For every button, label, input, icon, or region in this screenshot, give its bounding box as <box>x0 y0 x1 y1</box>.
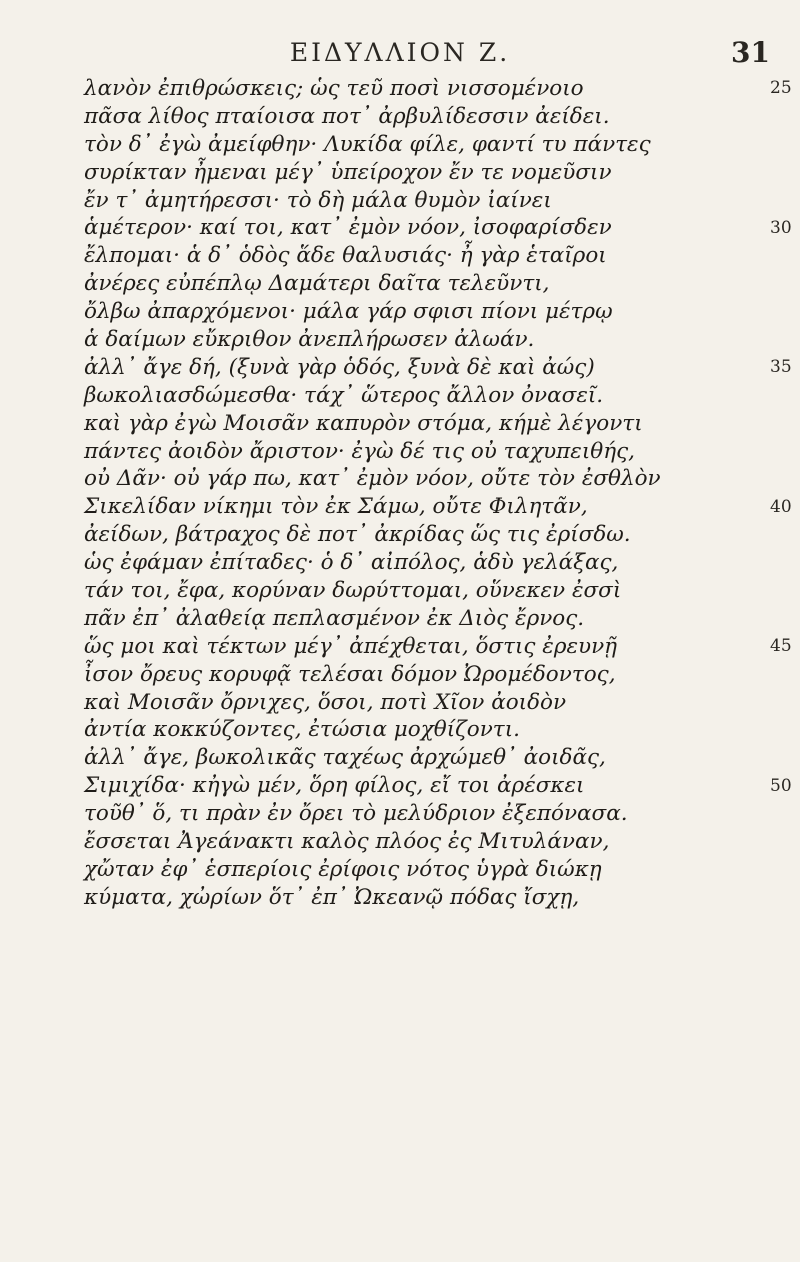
verse-line-18: ὡς ἐφάμαν ἐπίταδες· ὁ δ᾿ αἰπόλος, ἁδὺ γελάξας, <box>84 550 619 576</box>
verse-line-24: ἀντία κοκκύζοντες, ἐτώσια μοχθίζοντι. <box>84 717 520 743</box>
verse-line-9: ὄλβω ἀπαρχόμενοι· μάλα γάρ σφισι πίονι μέτρῳ <box>84 299 613 325</box>
verse-line-8: ἀνέρες εὐπέπλῳ Δαμάτερι δαῖτα τελεῦντι, <box>84 271 550 297</box>
verse-line-20: πᾶν ἐπ᾿ ἀλαθείᾳ πεπλασμένον ἐκ Διὸς ἔρνος. <box>84 605 585 631</box>
verse-line-1: λανὸν ἐπιθρώσκεις; ὡς τεῦ ποσὶ νισσομένοιο <box>84 76 584 101</box>
verse-line-11: ἀλλ᾿ ἄγε δή, (ξυνὰ γὰρ ὁδός, ξυνὰ δὲ καὶ ἀώς) <box>84 354 595 380</box>
verse-line-17: ἀείδων, βάτραχος δὲ ποτ᾿ ἀκρίδας ὥς τις ἐρίσδω. <box>84 522 631 548</box>
line-number-35: 35 <box>770 357 792 377</box>
line-number-50: 50 <box>770 776 792 796</box>
line-number-45: 45 <box>770 636 792 656</box>
verse-line-23: καὶ Μοισᾶν ὄρνιχες, ὅσοι, ποτὶ Χῖον ἀοιδὸν <box>84 689 567 715</box>
running-title: ΕΙΔΥΛΛΙΟΝ Ζ. <box>289 38 511 67</box>
verse-line-7: ἔλπομαι· ἁ δ᾿ ὁδὸς ἅδε θαλυσιάς· ἦ γὰρ ἑταῖροι <box>84 243 607 269</box>
verse-line-4: συρίκταν ἦμεναι μέγ᾿ ὑπείροχον ἔν τε νομεῦσιν <box>84 159 612 185</box>
verse-line-3: τὸν δ᾿ ἐγὼ ἀμείφθην· Λυκίδα φίλε, φαντί τυ πάντες <box>84 131 651 157</box>
verse-line-22: ἶσον ὄρευς κορυφᾷ τελέσαι δόμον Ὠρομέδοντος, <box>84 661 616 687</box>
verse-line-16: Σικελίδαν νίκημι τὸν ἐκ Σάμω, οὔτε Φιλητᾶν, <box>84 494 588 520</box>
verse-line-13: καὶ γὰρ ἐγὼ Μοισᾶν καπυρὸν στόμα, κήμὲ λέγοντι <box>84 410 643 436</box>
page-header <box>0 34 800 70</box>
line-number-30: 30 <box>770 218 792 238</box>
verse-line-15: οὐ Δᾶν· οὐ γάρ πω, κατ᾿ ἐμὸν νόον, οὔτε τὸν ἐσθλὸν <box>84 466 661 492</box>
verse-line-30: κύματα, χὠρίων ὅτ᾿ ἐπ᾿ Ὠκεανῷ πόδας ἴσχῃ, <box>84 884 580 910</box>
line-number-40: 40 <box>770 497 792 517</box>
line-number-25: 25 <box>770 78 792 98</box>
verse-line-21: ὥς μοι καὶ τέκτων μέγ᾿ ἀπέχθεται, ὅστις ἐρευνῇ <box>84 633 618 659</box>
verse-line-19: τάν τοι, ἔφα, κορύναν δωρύττομαι, οὕνεκεν ἐσσὶ <box>84 578 622 604</box>
verse-line-26: Σιμιχίδα· κἠγὼ μέν, ὅρη φίλος, εἴ τοι ἀρέσκει <box>84 773 585 799</box>
verse-line-12: βωκολιασδώμεσθα· τάχ᾿ ὥτερος ἄλλον ὀνασεῖ. <box>84 382 604 408</box>
verse-line-28: ἔσσεται Ἀγεάνακτι καλὸς πλόος ἐς Μιτυλάναν, <box>84 829 610 855</box>
verse-line-27: τοῦθ᾿ ὅ, τι πρὰν ἐν ὄρει τὸ μελύδριον ἐξεπόνασα. <box>84 801 628 827</box>
verse-line-5: ἔν τ᾿ ἀμητήρεσσι· τὸ δὴ μάλα θυμὸν ἰαίνει <box>84 187 552 213</box>
page-number: 31 <box>731 36 770 69</box>
verse-line-14: πάντες ἀοιδὸν ἄριστον· ἐγὼ δέ τις οὐ ταχυπειθής, <box>84 438 635 464</box>
verse-line-25: ἀλλ᾿ ἄγε, βωκολικᾶς ταχέως ἀρχώμεθ᾿ ἀοιδᾶς, <box>84 745 606 771</box>
verse-line-29: χὤταν ἐφ᾿ ἑσπερίοις ἐρίφοις νότος ὑγρὰ διώκῃ <box>84 856 602 882</box>
verse-line-2: πᾶσα λίθος πταίοισα ποτ᾿ ἀρβυλίδεσσιν ἀείδει. <box>84 103 610 129</box>
verse-line-6: ἁμέτερον· καί τοι, κατ᾿ ἐμὸν νόον, ἰσοφαρίσδεν <box>84 215 612 241</box>
verse-text <box>84 75 694 912</box>
verse-line-10: ἁ δαίμων εὔκριθον ἀνεπλήρωσεν ἀλωάν. <box>84 327 535 353</box>
